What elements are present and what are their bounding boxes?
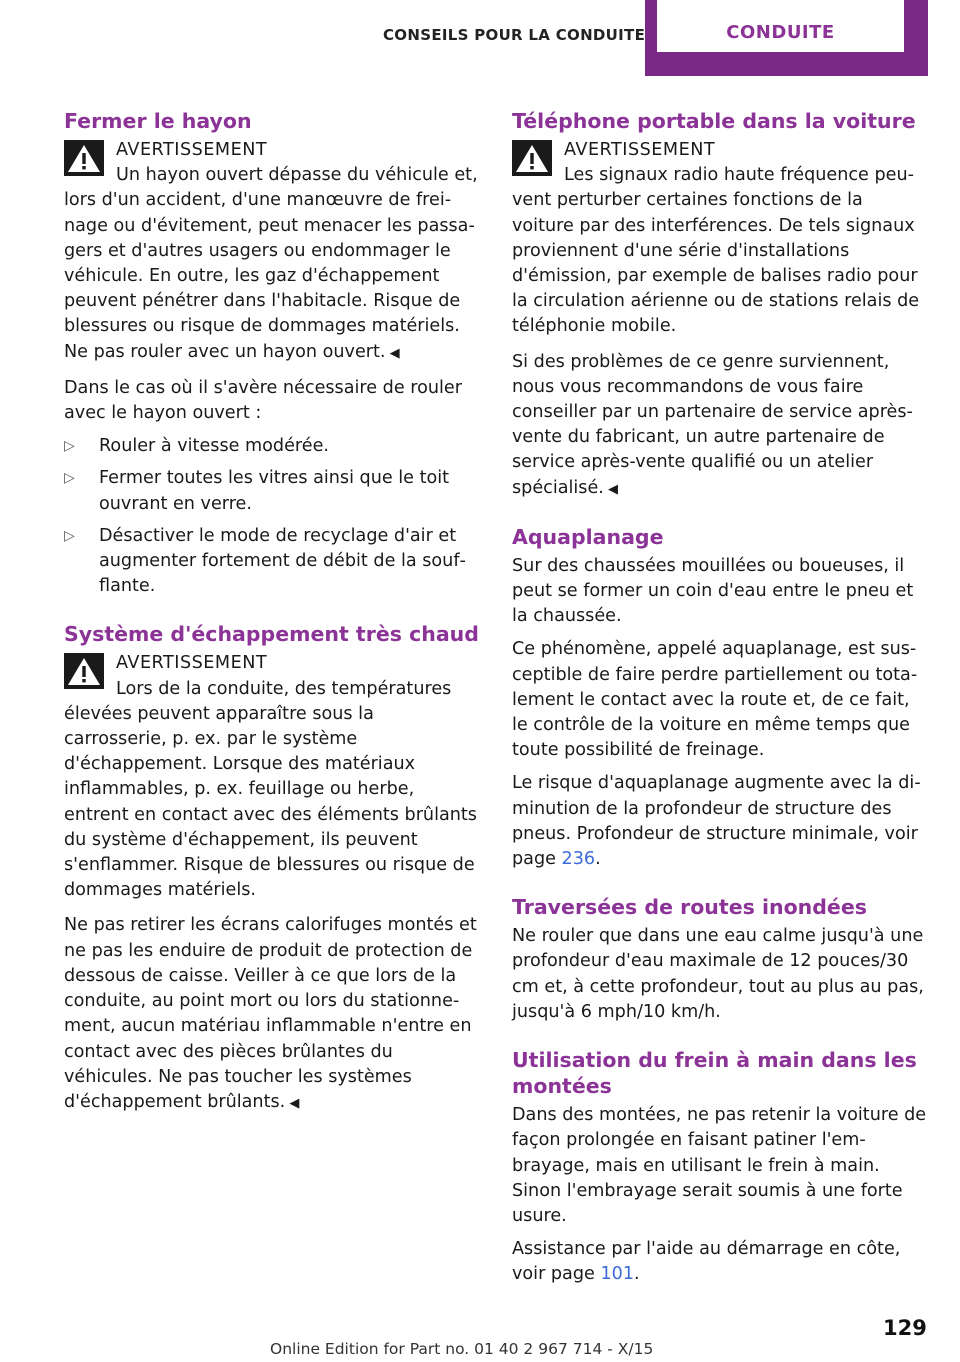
warning-text-2: Si des problèmes de ce genre surviennent, nous vous recommandons de vous faire conseiller par un partenaire de service après-vente du fabricant, un autre partenaire de service après-vente qualifié ou un atelier spécialisé.: [512, 351, 913, 498]
list-item-text: Rouler à vitesse modérée.: [99, 436, 330, 457]
aquaplanage-p1: Sur des chaussées mouillées ou boueuses, il peut se former un coin d'eau entre le pneu et la chaussée.: [512, 555, 914, 627]
warning-text-continued: [512, 350, 930, 502]
end-mark-icon: ◀: [385, 345, 400, 361]
running-header-section: CONSEILS POUR LA CONDUITE: [383, 26, 646, 44]
warning-block-echappement: [64, 651, 480, 903]
list-item: [64, 434, 480, 459]
footer-edition: Online Edition for Part no. 01 40 2 967 714 - X/15: [270, 1340, 654, 1358]
list-item-text: Désactiver le mode de recyclage d'air et augmenter fortement de débit de la soufflante.: [99, 525, 466, 597]
chapter-tab: [645, 0, 928, 76]
triangle-bullet-icon: ▷: [64, 527, 75, 544]
warning-block-telephone: [512, 138, 930, 340]
heading-aquaplanage: Aquaplanage: [512, 524, 664, 549]
hayon-list: [64, 434, 480, 599]
warning-block-hayon: [64, 138, 480, 366]
list-item-text: Fermer toutes les vitres ainsi que le toit ouvrant en verre.: [99, 468, 450, 514]
warning-triangle-icon: [64, 140, 104, 176]
heading-echappement: Système d'échappement très chaud: [64, 622, 479, 647]
routes-inondees-p1: Ne rouler que dans une eau calme jusqu'à une profondeur d'eau maximale de 12 pouces/30 cm et, à cette profondeur, tout au plus au pas, jusqu'à 6 mph/10 km/h.: [512, 926, 924, 1022]
page-number: 129: [883, 1316, 927, 1340]
list-item: [64, 524, 480, 600]
heading-fermer-hayon: Fermer le hayon: [64, 109, 252, 133]
warning-triangle-icon: [512, 140, 552, 176]
warning-text: Lors de la conduite, des températures élevées peuvent apparaître sous la carrosserie, p. ex. par le système d'échappement. Lorsque des matériaux inflammables, p. ex. feuillage ou herbe, entrent en contact avec des éléments brûlants du système d'échappement, ils peuvent s'enflammer. Risque de blessures ou risque de dommages matériels.: [64, 678, 477, 901]
left-column: [64, 108, 480, 1124]
heading-routes-inondees: Traversées de routes inondées: [512, 895, 867, 920]
frein-main-p1: Dans des montées, ne pas retenir la voiture de façon prolongée en faisant patiner l'embrayage, mais en utilisant le frein à main. Sinon l'embrayage serait soumis à une forte usure.: [512, 1105, 927, 1226]
right-column: [512, 108, 930, 1296]
warning-triangle-icon: [64, 653, 104, 689]
warning-text-2: Ne pas retirer les écrans calorifuges montés et ne pas les enduire de produit de protection de dessous de caisse. Veiller à ce que lors de la conduite, au point mort ou lors du stationnement, aucun matériau inflammable n'entre en contact avec des pièces brûlantes du véhicules. Ne pas toucher les systèmes d'échappement brûlants.: [64, 915, 477, 1112]
frein-main-p2-text: Assistance par l'aide au démarrage en côte, voir page: [512, 1239, 901, 1285]
heading-telephone: Téléphone portable dans la voiture: [512, 109, 916, 133]
warning-text: Les signaux radio haute fréquence peuvent perturber certaines fonctions de la voiture par des interférences. De tels signaux proviennent d'une série d'installations d'émission, par exemple de balises radio pour la circulation aérienne ou de stations relais de téléphonie mobile.: [512, 165, 920, 337]
frein-main-p2: Assistance par l'aide au démarrage en côte, voir page 101.: [512, 1239, 901, 1285]
heading-frein-main: Utilisation du frein à main dans les montées: [512, 1048, 917, 1099]
warning-title: AVERTISSEMENT: [116, 653, 268, 674]
aquaplanage-p2: Ce phénomène, appelé aquaplanage, est susceptible de faire perdre partiellement ou totalement le contact avec la route et, de ce fait, le contrôle de la voiture en même temps que toute possibilité de freinage.: [512, 639, 918, 761]
hayon-intro: Dans le cas où il s'avère nécessaire de rouler avec le hayon ouvert :: [64, 377, 462, 424]
aquaplanage-p3-text: Le risque d'aquaplanage augmente avec la diminution de la profondeur de structure des pneus. Profondeur de structure minimale, voir page: [512, 773, 921, 870]
page-ref-link[interactable]: 101: [600, 1264, 635, 1285]
end-mark-icon: ◀: [603, 481, 619, 497]
triangle-bullet-icon: ▷: [64, 470, 75, 487]
warning-text: Un hayon ouvert dépasse du véhicule et, lors d'un accident, d'une manœuvre de freinage ou d'évitement, peut menacer les passagers et d'autres usagers ou endommager le véhicule. En outre, les gaz d'échappement peuvent pénétrer dans l'habitacle. Risque de blessures ou risque de dommages matériels. Ne pas rouler avec un hayon ouvert.: [64, 165, 478, 362]
warning-title: AVERTISSEMENT: [116, 140, 268, 160]
warning-title: AVERTISSEMENT: [564, 140, 716, 160]
warning-text-continued: [64, 913, 480, 1116]
chapter-tab-label: CONDUITE: [726, 22, 835, 43]
list-item: [64, 466, 480, 516]
end-mark-icon: ◀: [285, 1095, 300, 1111]
page-ref-link[interactable]: 236: [561, 849, 596, 870]
chapter-tab-label-box: [657, 0, 904, 52]
aquaplanage-p3: Le risque d'aquaplanage augmente avec la diminution de la profondeur de structure des pneus. Profondeur de structure minimale, voir page 236.: [512, 773, 921, 870]
triangle-bullet-icon: ▷: [64, 438, 75, 455]
